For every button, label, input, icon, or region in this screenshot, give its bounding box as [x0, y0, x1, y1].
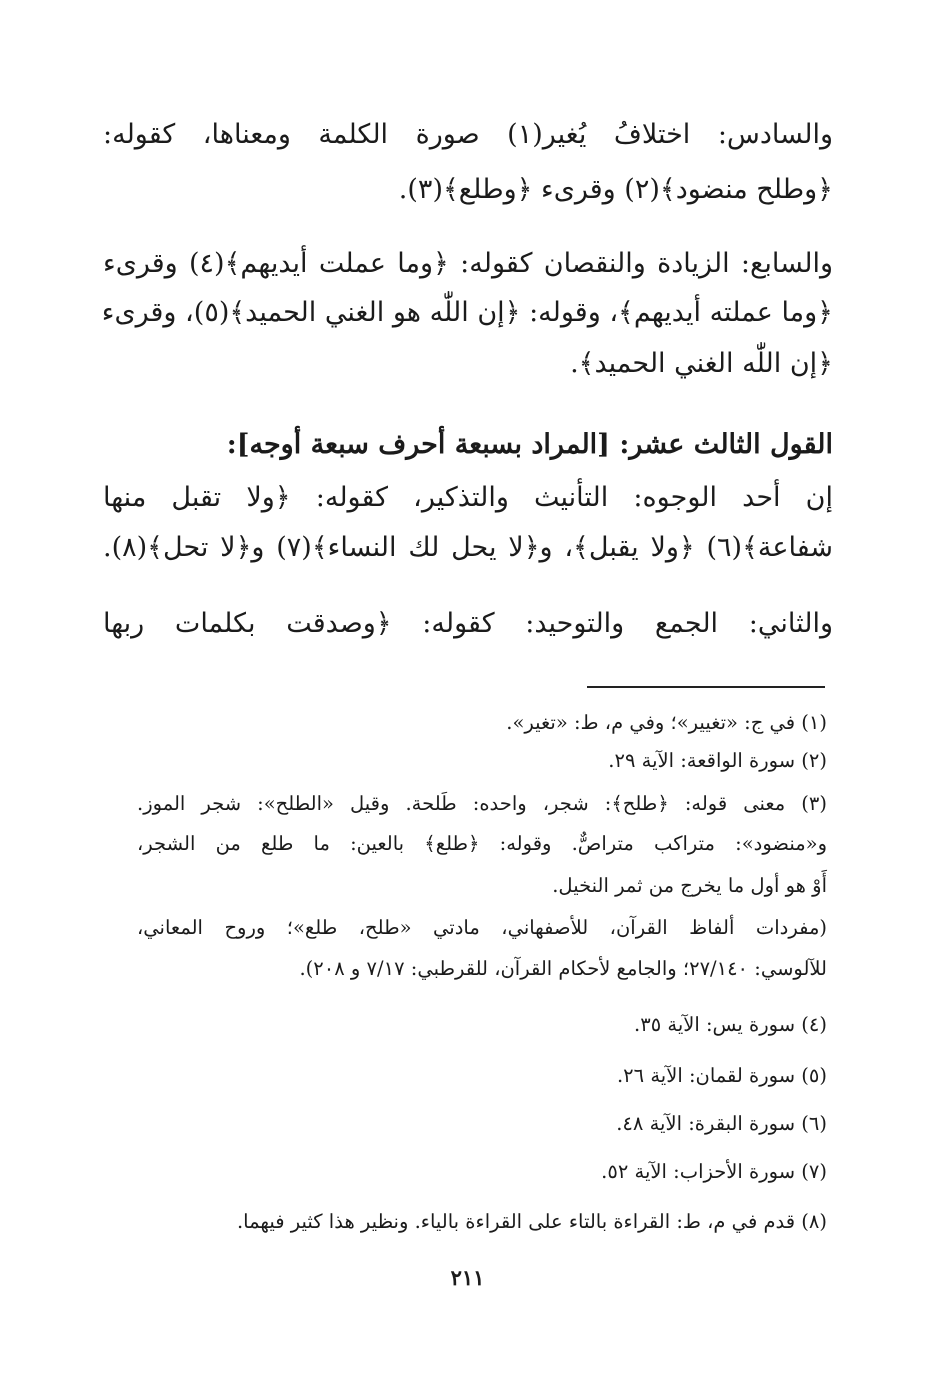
body-line-first-aspect: إن أحد الوجوه: التأنيث والتذكير، كقوله: ﴿ولا تقبل منها [103, 482, 833, 513]
footnote-5: (٥) سورة لقمان: الآية ٢٦. [616, 1064, 827, 1087]
footnote-divider [587, 686, 825, 688]
section-heading: القول الثالث عشر: [المراد بسبعة أحرف سبعة أوجه]: [226, 429, 833, 460]
footnote-3-line-2: و«منضود»: متراكب متراصٌّ. وقوله: ﴿طلع﴾ بالعين: ما طلع من الشجر، [137, 832, 827, 855]
page-number: ٢١١ [450, 1265, 485, 1290]
footnote-3-line-1: (٣) معنى قوله: ﴿طلح﴾: شجر، واحده: طَلحة. وقيل «الطلح»: شجر الموز. [137, 792, 827, 815]
body-line-sixth-intro: والسادس: اختلافُ يُغير(١) صورة الكلمة ومعناها، كقوله: [103, 119, 833, 150]
footnote-4: (٤) سورة يس: الآية ٣٥. [634, 1013, 827, 1036]
footnote-7: (٧) سورة الأحزاب: الآية ٥٢. [601, 1160, 827, 1183]
footnote-3-line-3: أَوْ هو أول ما يخرج من ثمر النخيل. [552, 874, 827, 897]
footnote-2: (٢) سورة الواقعة: الآية ٢٩. [608, 749, 827, 772]
footnote-3-source-line-1: (مفردات ألفاظ القرآن، للأصفهاني، مادتي «طلح، طلع»؛ وروح المعاني، [137, 916, 827, 939]
body-line-seventh-intro: والسابع: الزيادة والنقصان كقوله: ﴿وما عملت أيديهم﴾(٤) وقرىء [103, 248, 833, 279]
body-line-seventh-example: ﴿وما عملته أيديهم﴾، وقوله: ﴿إن اللّٰه هو الغني الحميد﴾(٥)، وقرىء [101, 297, 833, 328]
footnote-1: (١) في ج: «تغيير»؛ وفي م، ط: «تغير». [506, 711, 827, 734]
body-line-sixth-example: ﴿وطلح منضود﴾(٢) وقرىء ﴿وطلع﴾(٣). [398, 174, 833, 205]
footnote-3-source-line-2: للآلوسي: ٢٧/١٤٠؛ والجامع لأحكام القرآن، للقرطبي: ٧/١٧ و ٢٠٨). [299, 957, 827, 980]
body-line-first-aspect-examples: شفاعة﴾(٦) ﴿ولا يقبل﴾، و﴿لا يحل لك النساء﴾(٧) و﴿لا تحل﴾(٨). [103, 532, 833, 563]
footnote-8: (٨) قدم في م، ط: القراءة بالتاء على القراءة بالياء. ونظير هذا كثير فيهما. [236, 1210, 827, 1233]
body-line-second-aspect: والثاني: الجمع والتوحيد: كقوله: ﴿وصدقت بكلمات ربها [103, 608, 833, 639]
footnote-6: (٦) سورة البقرة: الآية ٤٨. [616, 1112, 827, 1135]
body-line-seventh-end: ﴿إن اللّٰه الغني الحميد﴾. [570, 348, 833, 379]
